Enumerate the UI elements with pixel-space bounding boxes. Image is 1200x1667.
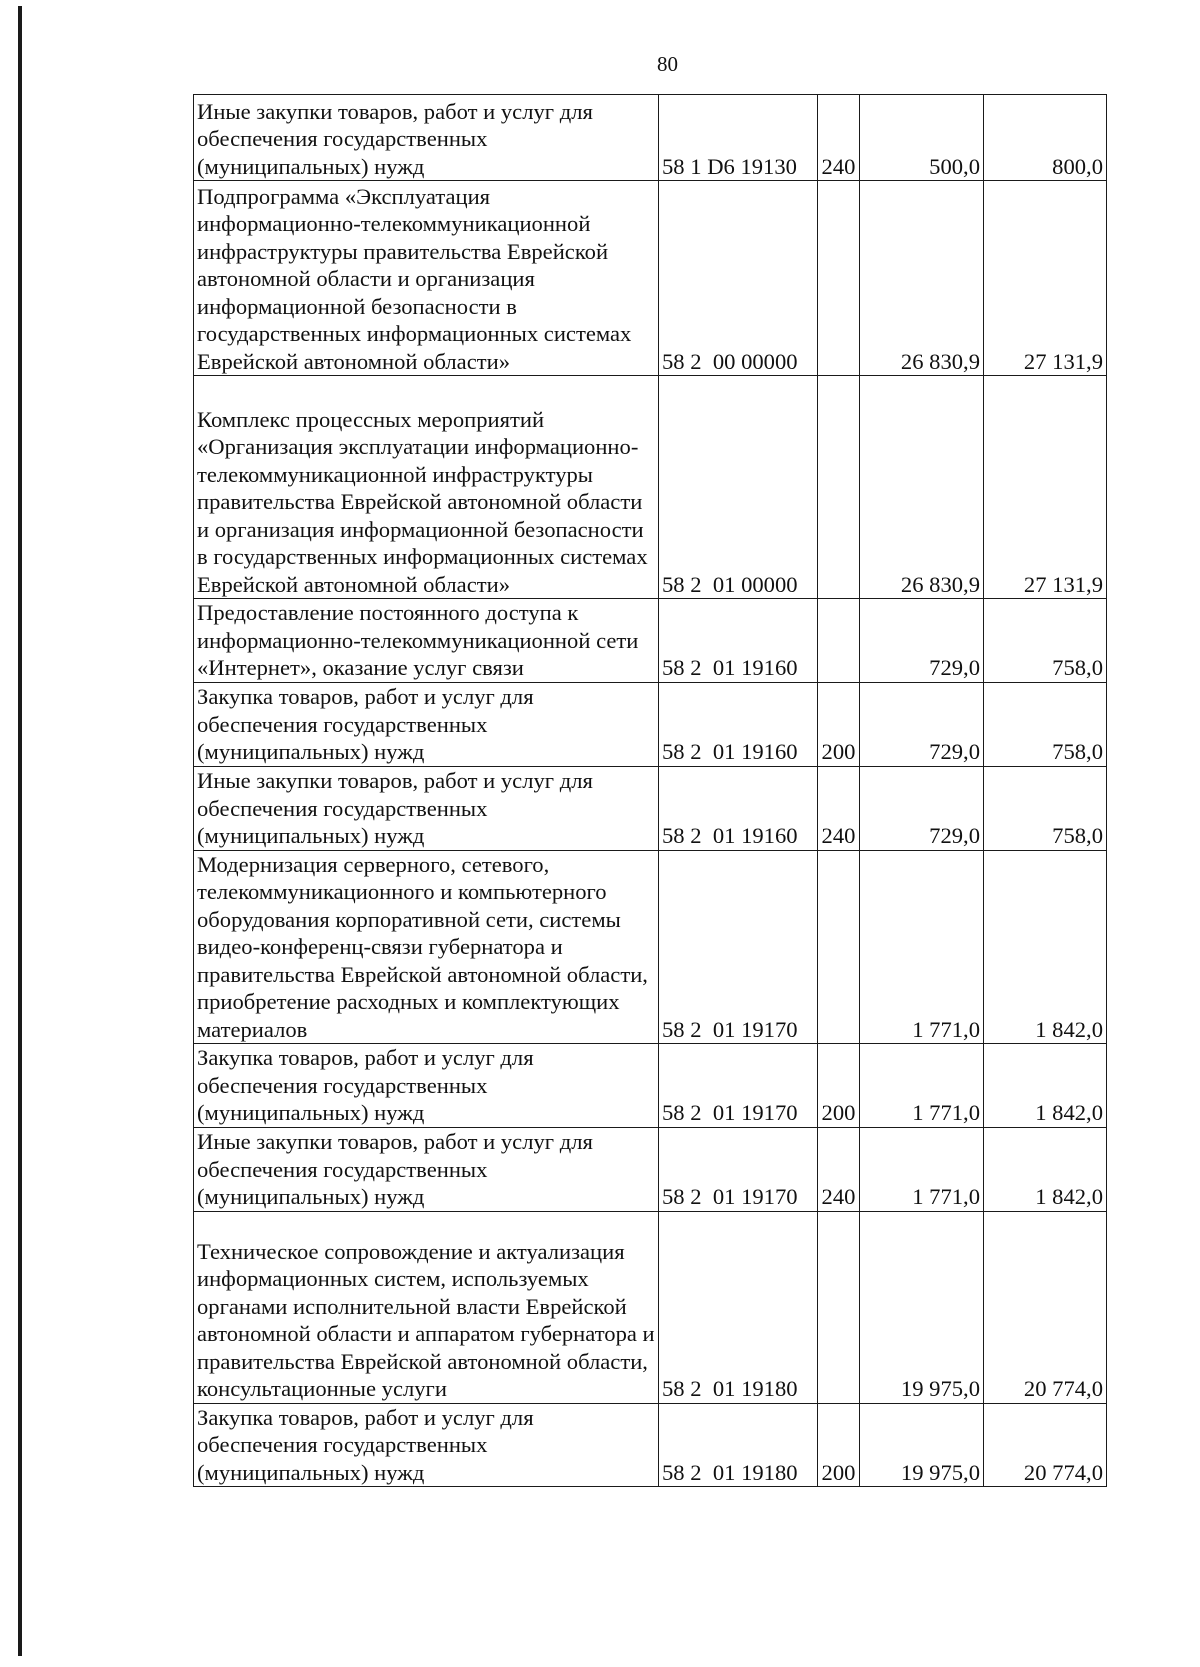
row-sum-1-cell: 500,0 xyxy=(860,95,984,181)
row-sum-2-cell: 27 131,9 xyxy=(984,181,1107,376)
row-sum-2-cell: 20 774,0 xyxy=(984,1403,1107,1487)
row-sum-1-cell: 19 975,0 xyxy=(860,1403,984,1487)
row-name-cell: Иные закупки товаров, работ и услуг для обеспечения государственных (муниципальных) нужд xyxy=(194,766,659,850)
row-vr-cell xyxy=(818,181,860,376)
row-name-cell: Комплекс процессных мероприятий «Организация эксплуатации информационно-телекоммуникационной инфраструктуры правительства Еврейской автономной области и организация информационной безопасности в государственных информационных системах Еврейской автономной области» xyxy=(194,376,659,599)
row-vr-cell xyxy=(818,1211,860,1403)
row-sum-1-cell: 1 771,0 xyxy=(860,850,984,1044)
row-sum-1-cell: 729,0 xyxy=(860,682,984,766)
row-sum-1-cell: 1 771,0 xyxy=(860,1127,984,1211)
row-vr-cell: 200 xyxy=(818,682,860,766)
row-name-cell: Техническое сопровождение и актуализация информационных систем, используемых органами исполнительной власти Еврейской автономной области и аппаратом губернатора и правительства Еврейской автономной области, консультационные услуги xyxy=(194,1211,659,1403)
row-vr-cell: 200 xyxy=(818,1044,860,1128)
row-vr-cell xyxy=(818,599,860,683)
row-sum-2-cell: 758,0 xyxy=(984,599,1107,683)
row-vr-cell: 240 xyxy=(818,766,860,850)
scan-edge-line xyxy=(18,6,22,1656)
table-row xyxy=(194,1211,1107,1403)
row-sum-1-cell: 729,0 xyxy=(860,766,984,850)
row-vr-cell xyxy=(818,850,860,1044)
row-vr-cell xyxy=(818,376,860,599)
table-row xyxy=(194,850,1107,1044)
table-row xyxy=(194,376,1107,599)
row-vr-cell: 200 xyxy=(818,1403,860,1487)
row-name-cell: Модернизация серверного, сетевого, телекоммуникационного и компьютерного оборудования корпоративной сети, системы видео-конференц-связи губернатора и правительства Еврейской автономной области, приобретение расходных и комплектующих материалов xyxy=(194,850,659,1044)
row-sum-2-cell: 20 774,0 xyxy=(984,1211,1107,1403)
row-sum-2-cell: 1 842,0 xyxy=(984,850,1107,1044)
table-row xyxy=(194,95,1107,181)
budget-table-body xyxy=(194,95,1107,1487)
row-sum-1-cell: 26 830,9 xyxy=(860,181,984,376)
row-sum-1-cell: 19 975,0 xyxy=(860,1211,984,1403)
row-code-cell: 58 1 D6 19130 xyxy=(659,95,818,181)
row-vr-cell: 240 xyxy=(818,1127,860,1211)
row-sum-2-cell: 1 842,0 xyxy=(984,1044,1107,1128)
row-code-cell: 58 2 01 19170 xyxy=(659,1127,818,1211)
table-row xyxy=(194,766,1107,850)
row-sum-2-cell: 1 842,0 xyxy=(984,1127,1107,1211)
row-sum-1-cell: 1 771,0 xyxy=(860,1044,984,1128)
row-sum-1-cell: 729,0 xyxy=(860,599,984,683)
row-code-cell: 58 2 01 19180 xyxy=(659,1403,818,1487)
table-row xyxy=(194,682,1107,766)
row-sum-2-cell: 758,0 xyxy=(984,682,1107,766)
row-sum-1-cell: 26 830,9 xyxy=(860,376,984,599)
row-name-cell: Иные закупки товаров, работ и услуг для обеспечения государственных (муниципальных) нужд xyxy=(194,95,659,181)
row-code-cell: 58 2 01 19180 xyxy=(659,1211,818,1403)
row-code-cell: 58 2 00 00000 xyxy=(659,181,818,376)
row-code-cell: 58 2 01 19170 xyxy=(659,1044,818,1128)
row-sum-2-cell: 758,0 xyxy=(984,766,1107,850)
row-name-cell: Закупка товаров, работ и услуг для обеспечения государственных (муниципальных) нужд xyxy=(194,682,659,766)
row-code-cell: 58 2 01 19160 xyxy=(659,766,818,850)
page-number: 80 xyxy=(657,52,678,76)
row-code-cell: 58 2 01 19160 xyxy=(659,599,818,683)
table-row xyxy=(194,1403,1107,1487)
row-sum-2-cell: 800,0 xyxy=(984,95,1107,181)
row-name-cell: Предоставление постоянного доступа к информационно-телекоммуникационной сети «Интернет», оказание услуг связи xyxy=(194,599,659,683)
table-row xyxy=(194,1044,1107,1128)
table-row xyxy=(194,1127,1107,1211)
row-code-cell: 58 2 01 19170 xyxy=(659,850,818,1044)
row-code-cell: 58 2 01 19160 xyxy=(659,682,818,766)
row-name-cell: Закупка товаров, работ и услуг для обеспечения государственных (муниципальных) нужд xyxy=(194,1403,659,1487)
budget-table xyxy=(193,94,1107,1487)
row-name-cell: Подпрограмма «Эксплуатация информационно-телекоммуникационной инфраструктуры правительства Еврейской автономной области и организация информационной безопасности в государственных информационных системах Еврейской автономной области» xyxy=(194,181,659,376)
table-row xyxy=(194,181,1107,376)
row-name-cell: Закупка товаров, работ и услуг для обеспечения государственных (муниципальных) нужд xyxy=(194,1044,659,1128)
row-vr-cell: 240 xyxy=(818,95,860,181)
row-code-cell: 58 2 01 00000 xyxy=(659,376,818,599)
table-row xyxy=(194,599,1107,683)
row-name-cell: Иные закупки товаров, работ и услуг для обеспечения государственных (муниципальных) нужд xyxy=(194,1127,659,1211)
row-sum-2-cell: 27 131,9 xyxy=(984,376,1107,599)
